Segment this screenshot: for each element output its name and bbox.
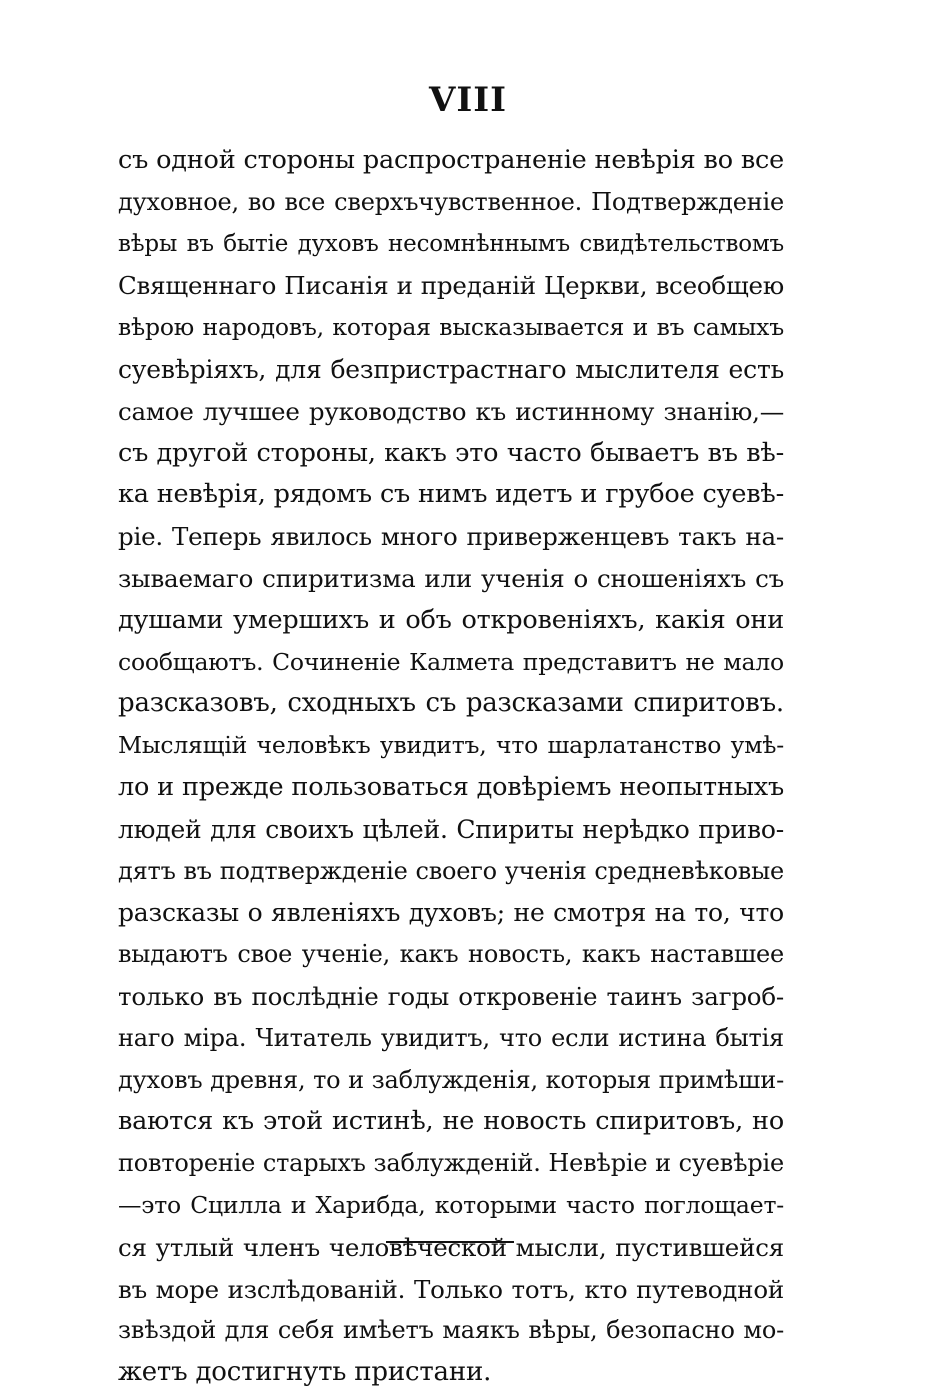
- text-line: людей для своихъ цѣлей. Спириты нерѣдко приво-: [118, 814, 784, 844]
- body-text: [118, 140, 784, 1394]
- text-line-last: жетъ достигнуть пристани.: [118, 1357, 492, 1388]
- text-line: вѣрою народовъ, которая высказывается и въ самыхъ: [118, 313, 784, 342]
- text-line: Священнаго Писанія и преданій Церкви, всеобщею: [118, 271, 784, 301]
- text-line: ваются къ этой истинѣ, не новость спиритовъ, но: [118, 1106, 784, 1137]
- text-line: ся утлый членъ человѣческой мысли, пустившейся: [118, 1232, 784, 1262]
- text-line: ріе. Теперь явилось много приверженцевъ такъ на-: [118, 522, 784, 552]
- text-line: ка невѣрія, рядомъ съ нимъ идетъ и грубое суевѣ-: [118, 479, 784, 510]
- text-line: душами умершихъ и объ откровеніяхъ, какія они: [118, 604, 784, 635]
- page-number: VIII: [428, 80, 508, 120]
- text-line: вѣры въ бытіе духовъ несомнѣннымъ свидѣтельствомъ: [118, 230, 784, 257]
- text-line: ло и прежде пользоваться довѣріемъ неопытныхъ: [118, 771, 784, 802]
- text-line: наго міра. Читатель увидитъ, что если истина бытія: [118, 1023, 784, 1052]
- text-line: съ одной стороны распространеніе невѣрія во все: [118, 145, 784, 175]
- text-line: суевѣріяхъ, для безпристрастнаго мыслителя есть: [118, 354, 784, 384]
- text-line: Мыслящій человѣкъ увидитъ, что шарлатанство умѣ-: [118, 731, 784, 760]
- text-line: духовное, во все сверхъчувственное. Подтвержденіе: [118, 187, 784, 216]
- text-line: —это Сцилла и Харибда, которыми часто поглощает-: [118, 1190, 784, 1219]
- text-line: выдаютъ свое ученіе, какъ новость, какъ наставшее: [118, 940, 784, 969]
- end-rule: [386, 1241, 514, 1243]
- text-line: сообщаютъ. Сочиненіе Калмета представитъ не мало: [118, 647, 784, 676]
- text-line: духовъ древня, то и заблужденія, которыя примѣши-: [118, 1065, 784, 1094]
- text-line: звѣздой для себя имѣетъ маякъ вѣры, безопасно мо-: [118, 1316, 784, 1345]
- text-line: дятъ въ подтвержденіе своего ученія средневѣковые: [118, 856, 784, 885]
- text-line: въ море изслѣдованій. Только тотъ, кто путеводной: [118, 1274, 784, 1304]
- text-line: самое лучшее руководство къ истинному знанію,—: [118, 396, 784, 426]
- text-line: разсказовъ, сходныхъ съ разсказами спиритовъ.: [118, 688, 784, 719]
- text-line: разсказы о явленіяхъ духовъ; не смотря на то, что: [118, 898, 784, 928]
- text-line: повтореніе старыхъ заблужденій. Невѣріе и суевѣріе: [118, 1149, 784, 1178]
- text-line: зываемаго спиритизма или ученія о сношеніяхъ съ: [118, 563, 784, 593]
- text-line: только въ послѣдніе годы откровеніе таинъ загроб-: [118, 981, 784, 1011]
- text-line: съ другой стороны, какъ это часто бываетъ въ вѣ-: [118, 437, 784, 468]
